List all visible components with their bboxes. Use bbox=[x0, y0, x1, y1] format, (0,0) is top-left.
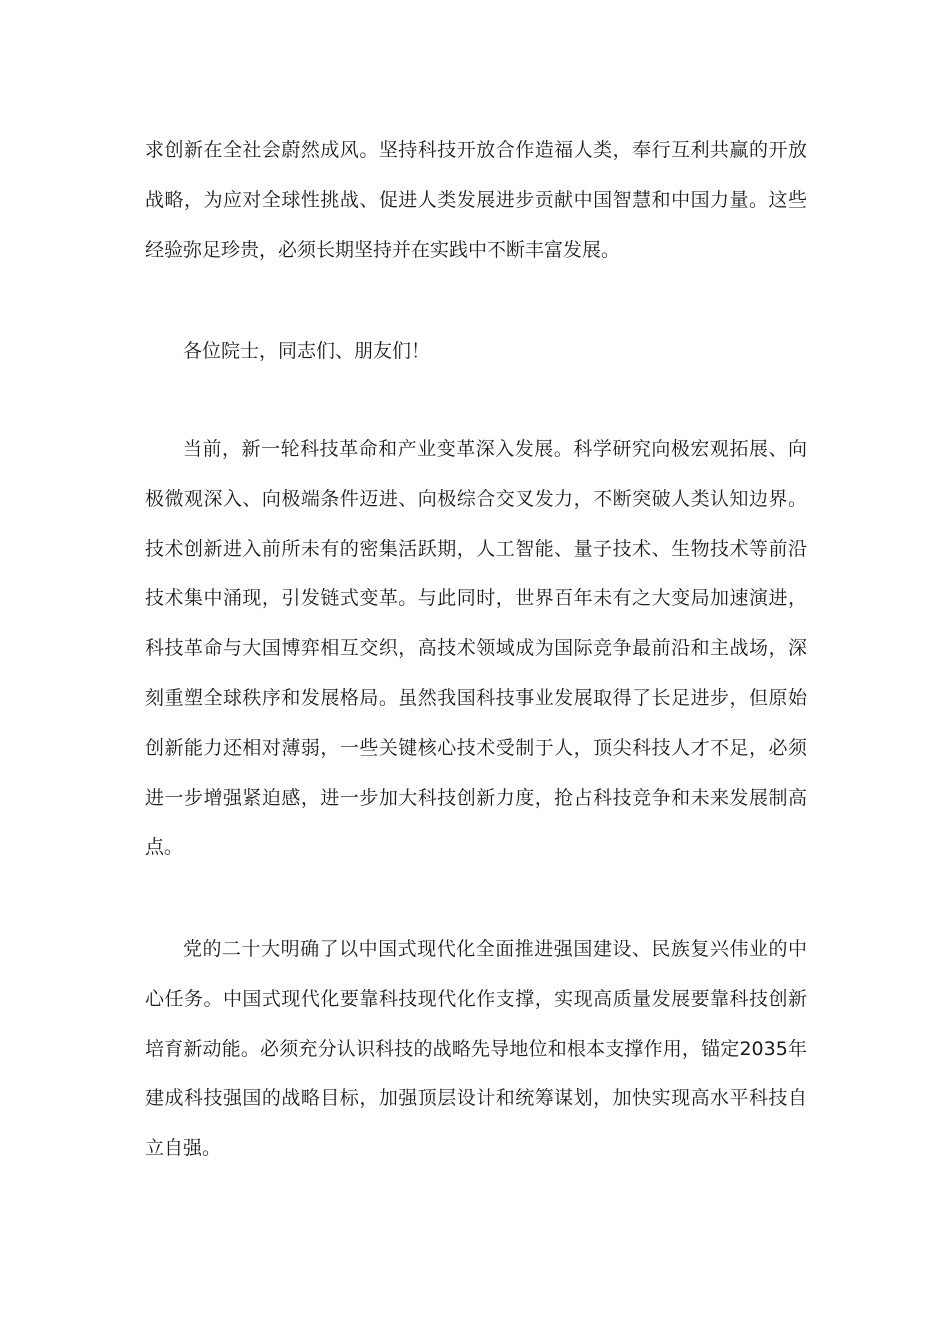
paragraph-salutation: 各位院士，同志们、朋友们！ bbox=[183, 340, 431, 362]
paragraph-central-task: 党的二十大明确了以中国式现代化全面推进强国建设、民族复兴伟业的中心任务。中国式现代化要靠科技现代化作支撑，实现高质量发展要靠科技创新培育新动能。必须充分认识科技的战略先导地位和根本支撑作用，锚定2035年建成科技强国的战略目标，加强顶层设计和统筹谋划，加快实现高水平科技自立自强。 bbox=[145, 938, 807, 1160]
paragraph-current-situation: 当前，新一轮科技革命和产业变革深入发展。科学研究向极宏观拓展、向极微观深入、向极端条件迈进、向极综合交叉发力，不断突破人类认知边界。技术创新进入前所未有的密集活跃期，人工智能、量子技术、生物技术等前沿技术集中涌现，引发链式变革。与此同时，世界百年未有之大变局加速演进，科技革命与大国博弈相互交织，高技术领域成为国际竞争最前沿和主战场，深刻重塑全球秩序和发展格局。虽然我国科技事业发展取得了长足进步，但原始创新能力还相对薄弱，一些关键核心技术受制于人，顶尖科技人才不足，必须进一步增强紧迫感，进一步加大科技创新力度，抢占科技竞争和未来发展制高点。 bbox=[145, 438, 807, 859]
paragraph-continuation: 求创新在全社会蔚然成风。坚持科技开放合作造福人类，奉行互利共赢的开放战略，为应对全球性挑战、促进人类发展进步贡献中国智慧和中国力量。这些经验弥足珍贵，必须长期坚持并在实践中不断丰富发展。 bbox=[145, 139, 807, 261]
